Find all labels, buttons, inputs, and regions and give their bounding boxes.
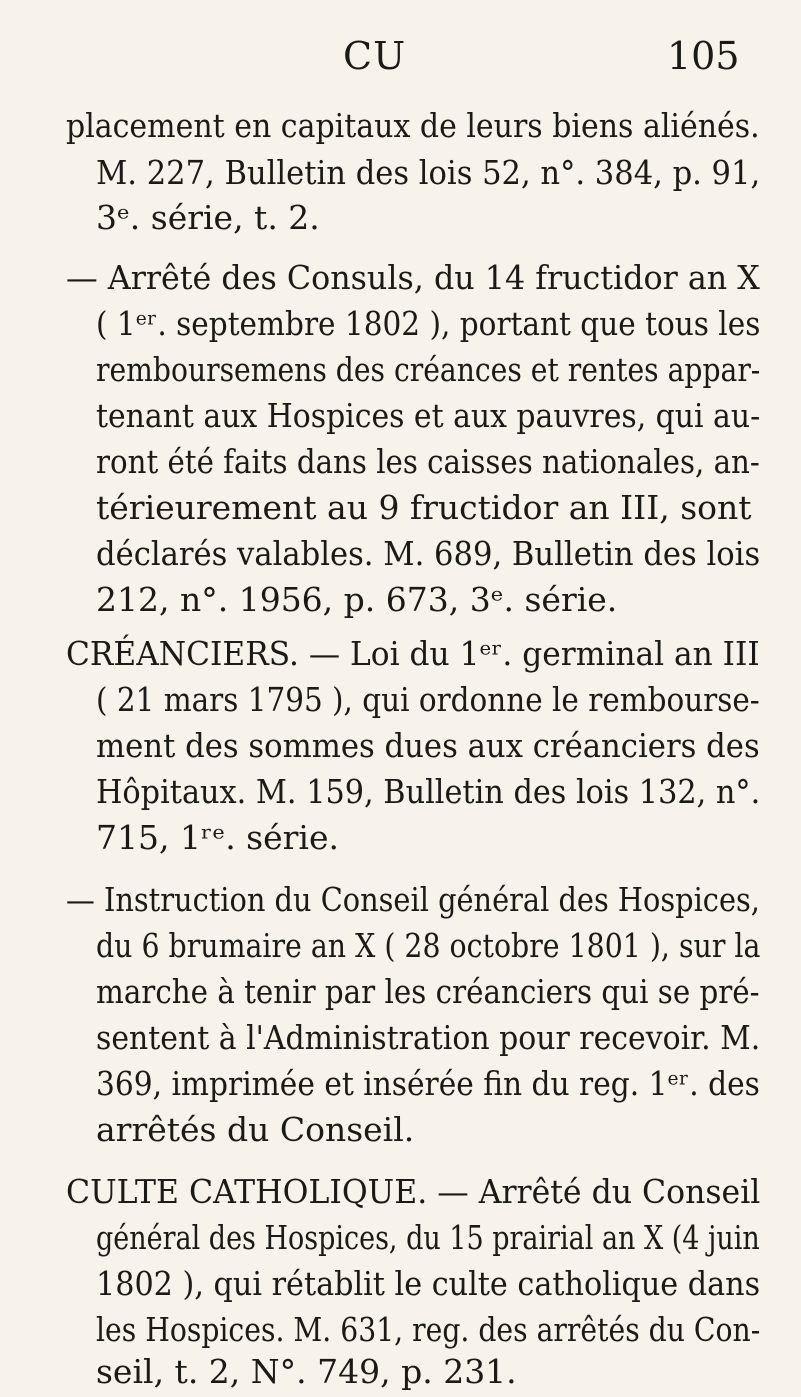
text-line: seil, t. 2, N°. 749, p. 231. xyxy=(96,1352,517,1391)
text-line: 1802 ), qui rétablit le culte catholique dans xyxy=(96,1264,761,1303)
text-line: — Arrêté des Consuls, du 14 fructidor an X xyxy=(66,258,760,297)
text-line: 369, imprimée et insérée fin du reg. 1ᵉʳ. des xyxy=(96,1064,760,1103)
page-header xyxy=(0,34,801,84)
text-line: térieurement au 9 fructidor an III, sont xyxy=(96,488,752,527)
text-line: ( 21 mars 1795 ), qui ordonne le rembourse- xyxy=(96,680,760,719)
text-line: 3ᵉ. série, t. 2. xyxy=(96,198,320,237)
text-line: déclarés valables. M. 689, Bulletin des lois xyxy=(96,534,761,573)
entry-heading-creanciers: CRÉANCIERS. — Loi du 1ᵉʳ. germinal an III xyxy=(66,634,760,673)
text-line: tenant aux Hospices et aux pauvres, qui au- xyxy=(96,396,761,435)
text-line: ment des sommes dues aux créanciers des xyxy=(96,726,760,765)
text-line: du 6 brumaire an X ( 28 octobre 1801 ), sur la xyxy=(96,926,761,965)
text-line: 212, n°. 1956, p. 673, 3ᵉ. série. xyxy=(96,580,618,619)
text-line: les Hospices. M. 631, reg. des arrêtés du Con- xyxy=(96,1310,761,1349)
text-line: placement en capitaux de leurs biens aliénés. xyxy=(66,106,760,145)
text-line: remboursemens des créances et rentes appar- xyxy=(96,350,761,389)
entry-heading-culte-catholique: CULTE CATHOLIQUE. — Arrêté du Conseil xyxy=(66,1172,761,1211)
text-line: sentent à l'Administration pour recevoir. M. xyxy=(96,1018,761,1057)
page-number: 105 xyxy=(667,34,740,78)
text-line: 715, 1ʳᵉ. série. xyxy=(96,818,339,857)
text-line: M. 227, Bulletin des lois 52, n°. 384, p. 91, xyxy=(96,153,761,192)
text-line: général des Hospices, du 15 prairial an X (4 juin xyxy=(96,1218,760,1257)
running-head: CU xyxy=(343,34,407,78)
text-line: Hôpitaux. M. 159, Bulletin des lois 132, n°. xyxy=(96,772,761,811)
text-line: ( 1ᵉʳ. septembre 1802 ), portant que tous les xyxy=(96,304,761,343)
text-line: ront été faits dans les caisses nationales, an- xyxy=(96,442,760,481)
text-line: marche à tenir par les créanciers qui se pré- xyxy=(96,972,760,1011)
text-line: — Instruction du Conseil général des Hospices, xyxy=(66,880,760,919)
text-line: arrêtés du Conseil. xyxy=(96,1110,415,1149)
